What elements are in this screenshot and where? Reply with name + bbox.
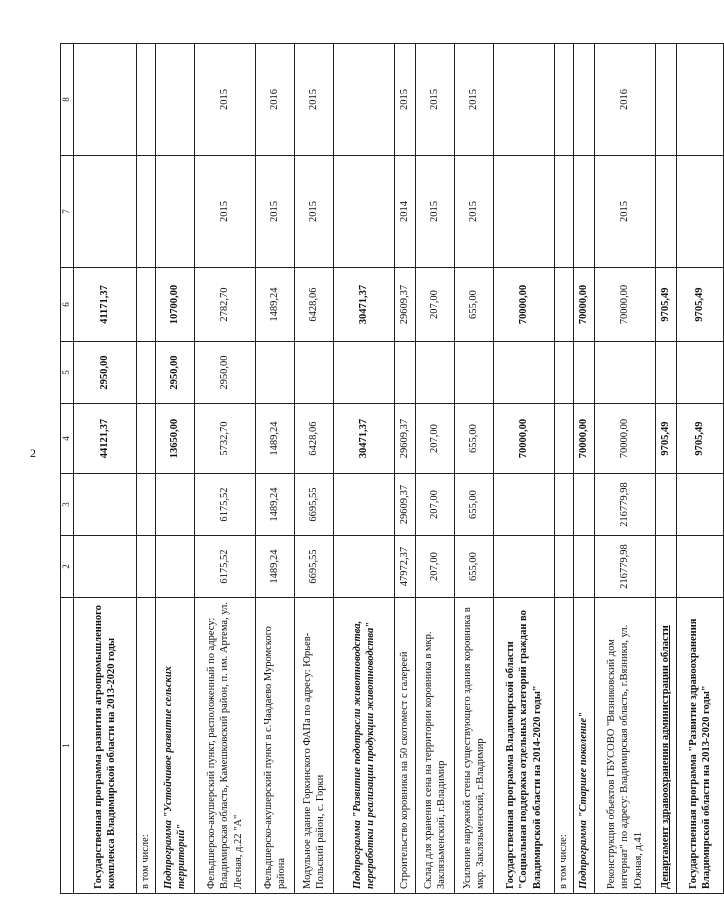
value-cell: 9705,49 [656, 404, 677, 474]
value-cell: 216779,98 [595, 474, 656, 536]
header-cell: 2 [61, 536, 74, 598]
value-cell: 2015 [416, 156, 455, 268]
value-cell: 9705,49 [677, 404, 724, 474]
row-label: в том числе: [137, 598, 156, 894]
header-row [61, 44, 74, 894]
value-cell [494, 44, 555, 156]
value-cell [334, 342, 395, 404]
value-cell: 1489,24 [256, 404, 295, 474]
table-row [574, 44, 595, 894]
value-cell: 29609,37 [395, 474, 416, 536]
rotated-table-container [60, 44, 712, 894]
value-cell: 70000,00 [574, 404, 595, 474]
header-cell: 6 [61, 268, 74, 342]
value-cell: 2015 [595, 156, 656, 268]
value-cell: 2015 [195, 44, 256, 156]
value-cell [455, 342, 494, 404]
value-cell: 655,00 [455, 536, 494, 598]
value-cell [677, 474, 724, 536]
value-cell [137, 536, 156, 598]
table-row [74, 44, 137, 894]
value-cell: 2950,00 [195, 342, 256, 404]
value-cell: 70000,00 [574, 268, 595, 342]
value-cell [494, 536, 555, 598]
value-cell: 2015 [295, 44, 334, 156]
table-row [295, 44, 334, 894]
row-label: Государственная программа развития агропромышленного комплекса Владимирской области на 2013-2020 годы [74, 598, 137, 894]
value-cell: 2015 [455, 156, 494, 268]
row-label: Усиление наружной стены существующего здания коровника в мкр. Заклязьменский, г.Владимир [455, 598, 494, 894]
row-label: Реконструкция объектов ГБУСОВО "Вязниковский дом интернат" по адресу: Владимирская область, г.Вязники, ул. Южная, д.41 [595, 598, 656, 894]
value-cell: 655,00 [455, 474, 494, 536]
value-cell [137, 342, 156, 404]
value-cell [295, 342, 334, 404]
table-row [656, 44, 677, 894]
row-label: Подпрограмма "Устойчивое развитие сельских территорий" [156, 598, 195, 894]
value-cell: 2950,00 [74, 342, 137, 404]
value-cell: 70000,00 [494, 268, 555, 342]
value-cell [494, 342, 555, 404]
value-cell [334, 474, 395, 536]
value-cell: 1489,24 [256, 536, 295, 598]
value-cell [156, 156, 195, 268]
value-cell: 5732,70 [195, 404, 256, 474]
value-cell: 29609,37 [395, 268, 416, 342]
table-row [137, 44, 156, 894]
table-row [595, 44, 656, 894]
value-cell: 6428,06 [295, 404, 334, 474]
header-cell: 3 [61, 474, 74, 536]
header-cell: 8 [61, 44, 74, 156]
value-cell [334, 536, 395, 598]
row-label: Фельдшерско-акушерский пункт в с.Чаадаево Муромского района [256, 598, 295, 894]
budget-table [60, 43, 724, 894]
value-cell [494, 474, 555, 536]
header-cell: 5 [61, 342, 74, 404]
value-cell [555, 44, 574, 156]
header-cell: 7 [61, 156, 74, 268]
value-cell: 207,00 [416, 536, 455, 598]
value-cell: 207,00 [416, 404, 455, 474]
table-row [416, 44, 455, 894]
value-cell: 1489,24 [256, 268, 295, 342]
value-cell: 655,00 [455, 268, 494, 342]
row-label: Фельдшерско-акушерский пункт, расположенный по адресу: Владимирская область, Камешковский район, п. им. Артема, ул. Лесная, д.22 "А" [195, 598, 256, 894]
table-row [395, 44, 416, 894]
value-cell: 9705,49 [677, 268, 724, 342]
value-cell: 10700,00 [156, 268, 195, 342]
value-cell: 6428,06 [295, 268, 334, 342]
value-cell: 30471,37 [334, 404, 395, 474]
value-cell [574, 44, 595, 156]
value-cell: 1489,24 [256, 474, 295, 536]
value-cell [137, 268, 156, 342]
row-label: Строительство коровника на 50 скотомест с галереей [395, 598, 416, 894]
value-cell: 2015 [195, 156, 256, 268]
value-cell: 6175,52 [195, 536, 256, 598]
row-label: Подпрограмма "Старшее поколение" [574, 598, 595, 894]
table-row [555, 44, 574, 894]
value-cell [555, 404, 574, 474]
value-cell [555, 536, 574, 598]
value-cell: 2015 [395, 44, 416, 156]
value-cell [595, 342, 656, 404]
header-cell: 1 [61, 598, 74, 894]
value-cell: 207,00 [416, 474, 455, 536]
value-cell [74, 536, 137, 598]
value-cell: 13650,00 [156, 404, 195, 474]
table-row [455, 44, 494, 894]
table-row [494, 44, 555, 894]
value-cell: 2016 [595, 44, 656, 156]
value-cell [395, 342, 416, 404]
value-cell [156, 44, 195, 156]
value-cell: 2015 [455, 44, 494, 156]
value-cell [74, 156, 137, 268]
value-cell: 29609,37 [395, 404, 416, 474]
value-cell [156, 536, 195, 598]
value-cell: 44121,37 [74, 404, 137, 474]
table-row [195, 44, 256, 894]
value-cell [416, 342, 455, 404]
value-cell [677, 342, 724, 404]
value-cell: 2015 [256, 156, 295, 268]
value-cell: 2015 [295, 156, 334, 268]
value-cell: 41171,37 [74, 268, 137, 342]
value-cell: 2014 [395, 156, 416, 268]
value-cell: 47972,37 [395, 536, 416, 598]
value-cell [574, 536, 595, 598]
row-label: Подпрограмма "Развитие подотрасли животноводства, переработки и реализации продукции животноводства" [334, 598, 395, 894]
value-cell [137, 474, 156, 536]
value-cell [656, 536, 677, 598]
value-cell [555, 156, 574, 268]
value-cell [574, 156, 595, 268]
value-cell [156, 474, 195, 536]
value-cell: 6695,55 [295, 474, 334, 536]
value-cell: 9705,49 [656, 268, 677, 342]
value-cell: 655,00 [455, 404, 494, 474]
value-cell [656, 156, 677, 268]
table-row [334, 44, 395, 894]
row-label: Государственная программа "Развитие здравоохранения Владимирской области на 2013-2020 годы" [677, 598, 724, 894]
value-cell [137, 44, 156, 156]
value-cell [555, 268, 574, 342]
value-cell [74, 44, 137, 156]
value-cell [137, 156, 156, 268]
value-cell [656, 342, 677, 404]
value-cell: 2782,70 [195, 268, 256, 342]
header-cell: 4 [61, 404, 74, 474]
value-cell [656, 44, 677, 156]
value-cell [574, 474, 595, 536]
value-cell [494, 156, 555, 268]
value-cell [74, 474, 137, 536]
value-cell: 2016 [256, 44, 295, 156]
value-cell [555, 474, 574, 536]
value-cell: 207,00 [416, 268, 455, 342]
value-cell: 6175,52 [195, 474, 256, 536]
value-cell [574, 342, 595, 404]
page-number: 2 [30, 446, 36, 460]
value-cell: 216779,98 [595, 536, 656, 598]
value-cell: 2015 [416, 44, 455, 156]
value-cell: 70000,00 [595, 268, 656, 342]
table-row [256, 44, 295, 894]
value-cell [256, 342, 295, 404]
value-cell [677, 156, 724, 268]
value-cell [334, 44, 395, 156]
row-label: Департамент здравоохранения администрации области [656, 598, 677, 894]
value-cell: 2950,00 [156, 342, 195, 404]
row-label: Государственная программа Владимирской области "Социальная поддержка отдельных категорий граждан во Владимирской области на 2014-2020 годы" [494, 598, 555, 894]
value-cell: 70000,00 [494, 404, 555, 474]
value-cell: 30471,37 [334, 268, 395, 342]
table-row [156, 44, 195, 894]
value-cell [656, 474, 677, 536]
value-cell: 6695,55 [295, 536, 334, 598]
row-label: в том числе: [555, 598, 574, 894]
value-cell [334, 156, 395, 268]
value-cell [137, 404, 156, 474]
row-label: Модульное здание Горкинского ФАПа по адресу: Юрьев-Польский район, с. Горки [295, 598, 334, 894]
value-cell: 70000,00 [595, 404, 656, 474]
value-cell [677, 44, 724, 156]
value-cell [677, 536, 724, 598]
table-row [677, 44, 724, 894]
value-cell [555, 342, 574, 404]
row-label: Склад для хранения сена на территории коровника в мкр. Заклязьменский, г.Владимир [416, 598, 455, 894]
